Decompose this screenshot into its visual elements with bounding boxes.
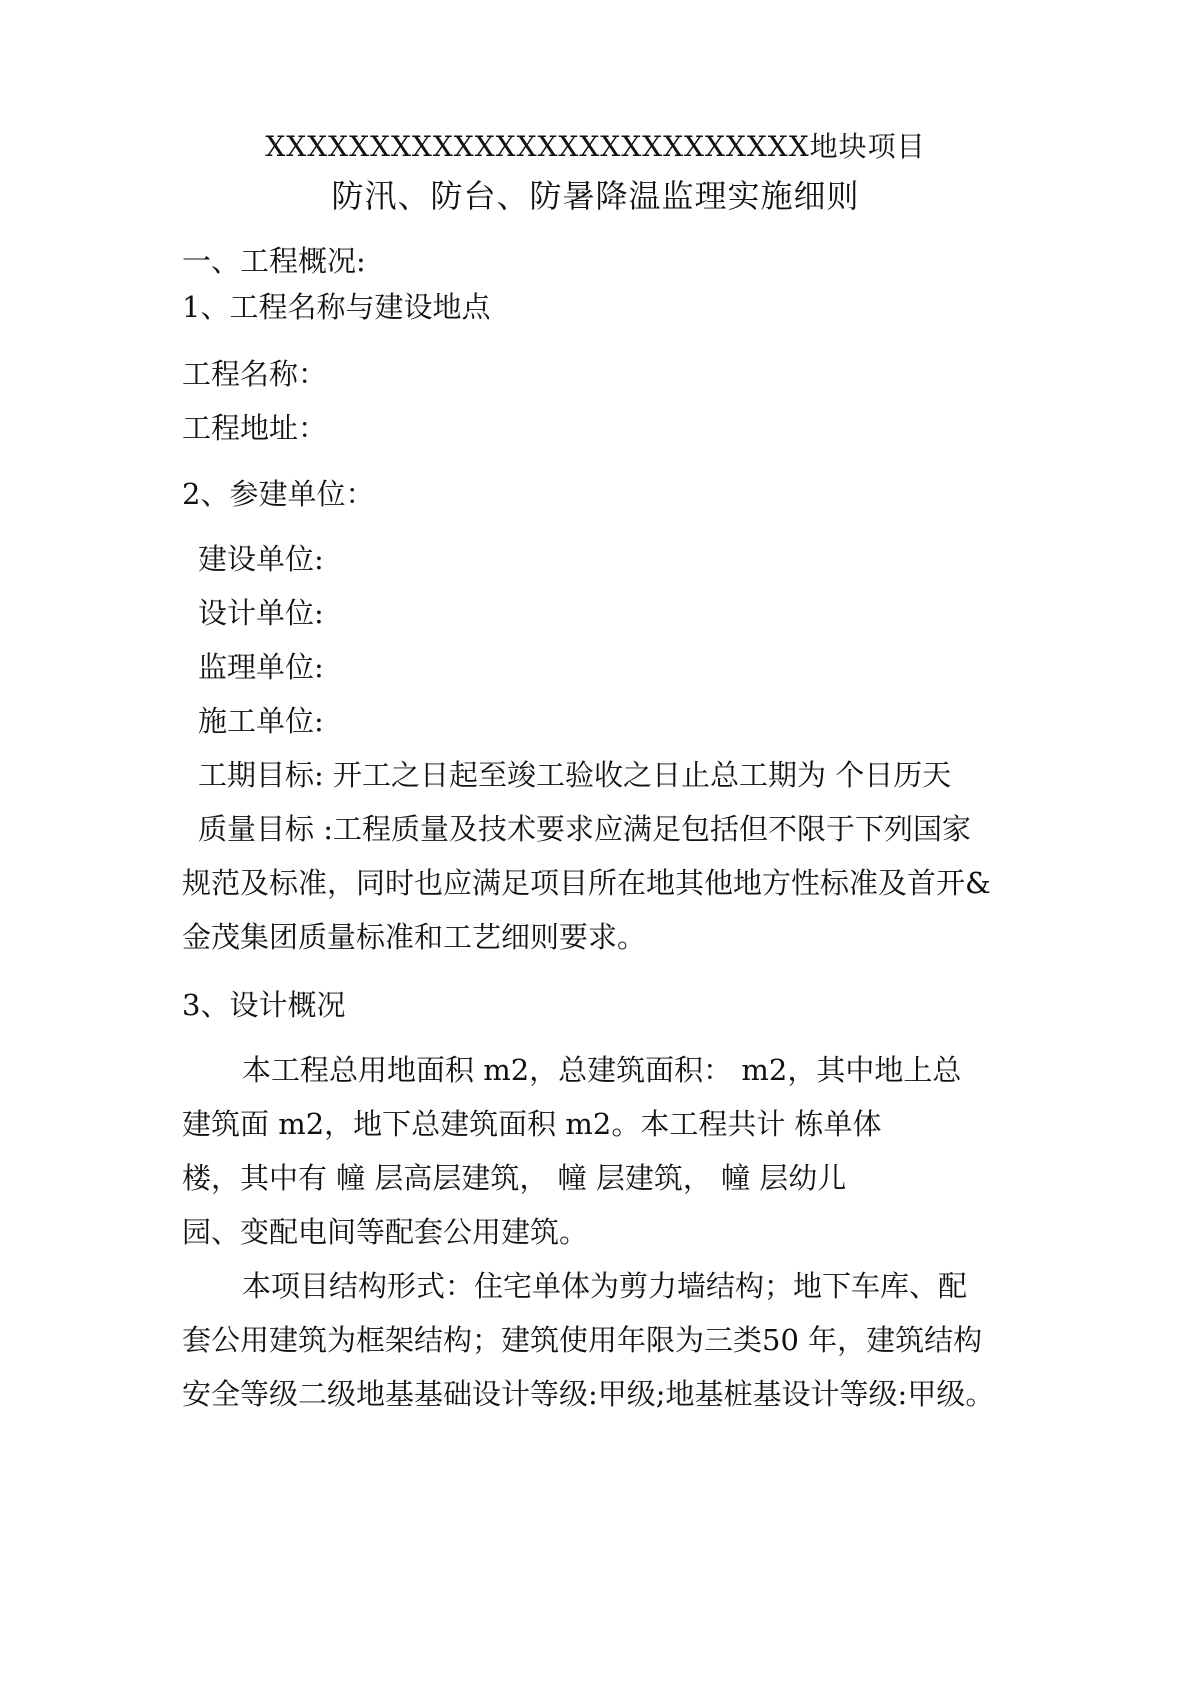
quality-goal-line: 规范及标准，同时也应满足项目所在地其他地方性标准及首开&: [182, 866, 991, 900]
designer-label: 设计单位:: [198, 596, 324, 630]
design-paragraph-line: 楼，其中有 幢 层高层建筑， 幢 层建筑， 幢 层幼儿: [182, 1161, 847, 1195]
supervisor-label: 监理单位:: [198, 650, 324, 684]
design-paragraph-line: 园、变配电间等配套公用建筑。: [182, 1215, 589, 1249]
project-line: XXXXXXXXXXXXXXXXXXXXXXXXXX地块项目: [265, 130, 926, 163]
subheading-participants: 2、参建单位：: [182, 477, 375, 511]
project-name-label: 工程名称：: [182, 357, 328, 391]
builder-label: 建设单位:: [198, 542, 324, 576]
quality-goal-line: 质量目标 :工程质量及技术要求应满足包括但不限于下列国家: [198, 812, 971, 846]
subheading-name-location: 1、工程名称与建设地点: [182, 290, 491, 324]
subheading-design-overview: 3、设计概况: [182, 988, 346, 1022]
quality-goal-line: 金茂集团质量标准和工艺细则要求。: [182, 920, 647, 954]
contractor-label: 施工单位:: [198, 704, 324, 738]
document-title: 防汛、防台、防暑降温监理实施细则: [331, 177, 860, 215]
structure-paragraph-line: 套公用建筑为框架结构；建筑使用年限为三类50 年，建筑结构: [182, 1323, 983, 1357]
structure-paragraph-line: 安全等级二级地基基础设计等级:甲级;地基桩基设计等级:甲级。: [182, 1377, 995, 1411]
design-paragraph-line: 建筑面 m2，地下总建筑面积 m2。本工程共计 栋单体: [182, 1107, 882, 1141]
structure-paragraph-line: 本项目结构形式：住宅单体为剪力墙结构；地下车库、配: [242, 1269, 968, 1303]
project-address-label: 工程地址：: [182, 411, 328, 445]
design-paragraph-line: 本工程总用地面积 m2，总建筑面积： m2，其中地上总: [242, 1053, 962, 1087]
section-heading-overview: 一、工程概况:: [182, 244, 366, 278]
schedule-goal: 工期目标: 开工之日起至竣工验收之日止总工期为 个日历天: [198, 758, 952, 792]
